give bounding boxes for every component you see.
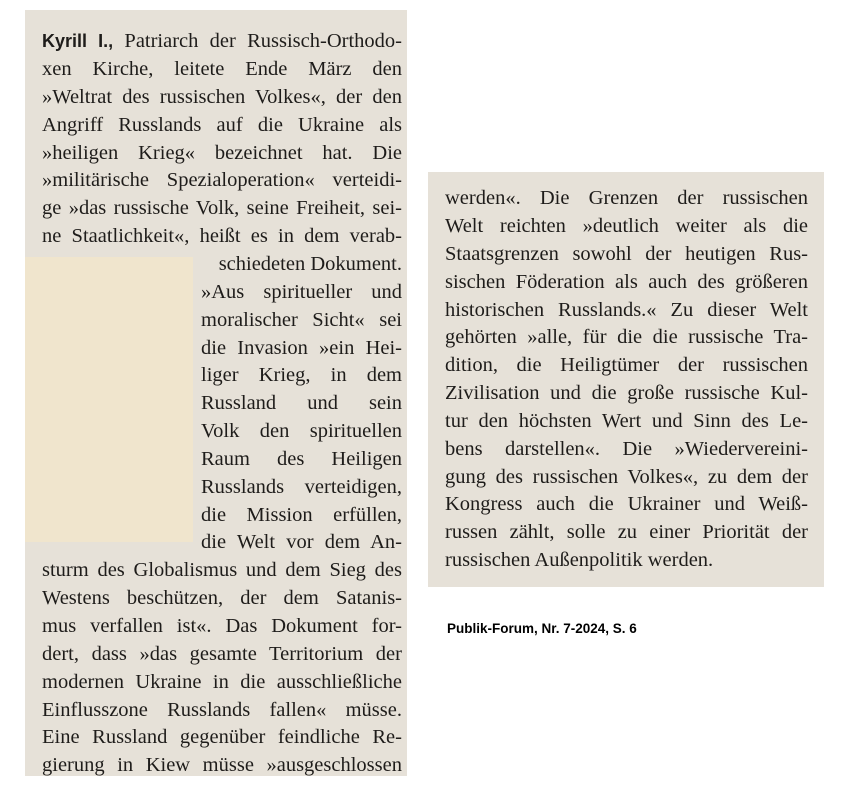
article-line: schiedeten Dokument.: [218, 253, 402, 275]
source-caption: Publik-Forum, Nr. 7-2024, S. 6: [447, 621, 637, 636]
article-line: Kongress auch die Ukrainer und Weiß-: [445, 493, 808, 515]
article-line: moralischer Sicht« sei: [201, 309, 402, 331]
image-placeholder: [25, 257, 193, 542]
article-line: werden«. Die Grenzen der russischen: [445, 187, 808, 209]
article-line: historischen Russlands.« Zu dieser Welt: [445, 299, 808, 321]
article-line: Eine Russland gegenüber feindliche Re-: [42, 726, 402, 748]
article-line: Raum des Heiligen: [201, 448, 402, 470]
article-line: dition, die Heiligtümer der russischen: [445, 354, 808, 376]
article-line: dert, dass »das gesamte Territorium der: [42, 643, 402, 665]
article-line: Russlands verteidigen,: [201, 476, 402, 498]
article-line: Kyrill I., Patriarch der Russisch-Orthodo-: [42, 30, 402, 52]
article-line: »militärische Spezialoperation« verteidi-: [42, 169, 402, 191]
article-line: die Invasion »ein Hei-: [201, 337, 402, 359]
article-line: sturm des Globalismus und dem Sieg des: [42, 559, 402, 581]
article-line: die Mission erfüllen,: [201, 504, 402, 526]
article-line: Volk den spirituellen: [201, 420, 402, 442]
article-line: modernen Ukraine in die ausschließliche: [42, 671, 402, 693]
article-line: Angriff Russlands auf die Ukraine als: [42, 114, 402, 136]
article-line: die Welt vor dem An-: [201, 531, 402, 553]
article-line: xen Kirche, leitete Ende März den: [42, 58, 402, 80]
article-line: sischen Föderation als auch des größeren: [445, 271, 808, 293]
article-line: Welt reichten »deutlich weiter als die: [445, 215, 808, 237]
article-line: russen zählt, solle zu einer Priorität der: [445, 521, 808, 543]
article-line: Russland und sein: [201, 392, 402, 414]
article-line: ne Staatlichkeit«, heißt es in dem verab-: [42, 225, 402, 247]
article-line: Westens beschützen, der dem Satanis-: [42, 587, 402, 609]
article-line: gehörten »alle, für die die russische Tra-: [445, 326, 808, 348]
author-name: Kyrill I.,: [42, 31, 114, 51]
article-clipping-right: [428, 172, 824, 587]
article-line: Einflusszone Russlands fallen« müsse.: [42, 699, 402, 721]
article-line: tur den höchsten Wert und Sinn des Le-: [445, 410, 808, 432]
article-line: bens darstellen«. Die »Wiedervereini-: [445, 438, 808, 460]
article-line: gierung in Kiew müsse »ausgeschlossen: [42, 754, 402, 776]
article-line: liger Krieg, in dem: [201, 364, 402, 386]
article-line: Zivilisation und die große russische Kul-: [445, 382, 808, 404]
article-line: »Aus spiritueller und: [201, 281, 402, 303]
article-clipping-left: [25, 10, 407, 776]
article-line: »heiligen Krieg« bezeichnet hat. Die: [42, 142, 402, 164]
article-line: gung des russischen Volkes«, zu dem der: [445, 466, 808, 488]
article-line: Staatsgrenzen sowohl der heutigen Rus-: [445, 243, 808, 265]
article-line: ge »das russische Volk, seine Freiheit, sei-: [42, 197, 402, 219]
article-line: russischen Außenpolitik werden.: [445, 549, 714, 571]
article-line: »Weltrat des russischen Volkes«, der den: [42, 86, 402, 108]
article-line: mus verfallen ist«. Das Dokument for-: [42, 615, 402, 637]
